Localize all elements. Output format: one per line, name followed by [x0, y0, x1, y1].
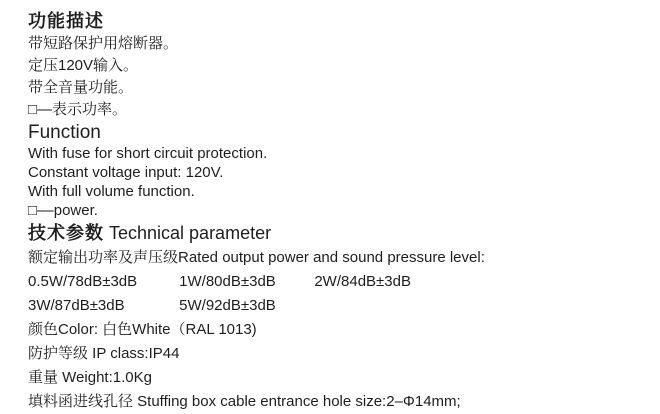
function-line-zh-voltage: 定压120V输入。: [28, 57, 139, 74]
spec-line-cable-entrance: 填料函进线孔径 Stuffing box cable entrance hole size:2–Φ14mm;: [28, 393, 461, 410]
technical-heading: [28, 220, 660, 246]
power-row-2: [28, 294, 660, 318]
power-value-3w: 3W/87dB±3dB: [28, 297, 125, 314]
function-line-zh-volume: 带全音量功能。: [28, 79, 134, 96]
technical-heading-en: Technical parameter: [109, 223, 272, 243]
function-line-en-power-legend: □––power.: [28, 202, 98, 219]
function-line-en-volume: With full volume function.: [28, 183, 195, 200]
power-value-5w: 5W/92dB±3dB: [179, 297, 276, 314]
power-value-0p5w: 0.5W/78dB±3dB: [28, 273, 138, 290]
function-line-en-voltage: Constant voltage input: 120V.: [28, 164, 224, 181]
technical-heading-zh: 技术参数: [28, 223, 104, 243]
spec-line-color: 颜色Color: 白色White（RAL 1013): [28, 321, 257, 338]
power-value-2w: 2W/84dB±3dB: [314, 273, 411, 290]
function-line-zh-power-legend: □—表示功率。: [28, 101, 128, 118]
function-line-en-fuse: With fuse for short circuit protection.: [28, 145, 268, 162]
rated-power-label: 额定输出功率及声压级Rated output power and sound pressure level:: [28, 249, 485, 266]
spec-line-weight: 重量 Weight:1.0Kg: [28, 369, 152, 386]
spec-line-ip-class: 防护等级 IP class:IP44: [28, 345, 180, 362]
function-heading-en: Function: [28, 122, 101, 143]
power-value-1w: 1W/80dB±3dB: [179, 273, 276, 290]
function-line-zh-fuse: 带短路保护用熔断器。: [28, 35, 179, 52]
power-row-1: [28, 270, 660, 294]
function-heading-zh: 功能描述: [28, 11, 104, 31]
